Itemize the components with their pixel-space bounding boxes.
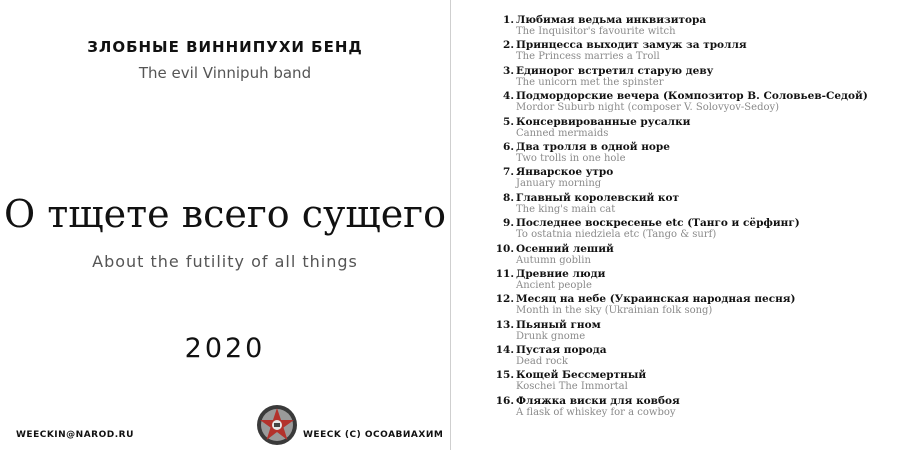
album-title-ru: О тщете всего сущего xyxy=(4,192,446,236)
track-title-en: Autumn goblin xyxy=(516,254,591,266)
track-title-en: Month in the sky (Ukrainian folk song) xyxy=(516,305,713,317)
track-number: 16. xyxy=(495,394,514,407)
track-title-ru: Главный королевский кот xyxy=(516,191,680,204)
track-title-en: Canned mermaids xyxy=(516,127,609,139)
track-title-ru: Единорог встретил старую деву xyxy=(516,64,714,77)
track-title-en: The unicorn met the spinster xyxy=(516,76,664,88)
track-number: 2. xyxy=(503,39,514,52)
track-number: 15. xyxy=(495,369,514,382)
album-title-en: About the futility of all things xyxy=(92,252,358,271)
page-divider xyxy=(450,0,451,450)
track-title-en: To ostatnia niedziela etc (Tango & surf) xyxy=(516,229,717,241)
track-number: 4. xyxy=(503,90,514,103)
track-number: 10. xyxy=(495,242,514,255)
track-title-ru: Месяц на небе (Украинская народная песня) xyxy=(516,293,796,306)
track-item xyxy=(492,268,892,293)
track-item xyxy=(492,319,892,344)
track-title-en: The king's main cat xyxy=(516,203,616,215)
track-item xyxy=(492,39,892,64)
track-title-ru: Кощей Бессмертный xyxy=(516,369,647,382)
track-title-ru: Пьяный гном xyxy=(516,318,601,331)
track-title-ru: Принцесса выходит замуж за тролля xyxy=(516,39,747,52)
track-title-en: January morning xyxy=(516,178,602,190)
band-name-en: The evil Vinnipuh band xyxy=(138,64,312,82)
track-number: 7. xyxy=(503,166,514,179)
track-title-ru: Пустая порода xyxy=(516,344,607,357)
track-title-ru: Последнее воскресенье etc (Танго и сёрфинг) xyxy=(516,217,800,230)
back-cover xyxy=(452,0,900,450)
track-item xyxy=(492,243,892,268)
track-title-en: The Inquisitor's favourite witch xyxy=(516,26,676,37)
track-number: 5. xyxy=(503,115,514,128)
track-item xyxy=(492,14,892,39)
track-title-ru: Консервированные русалки xyxy=(516,115,691,128)
track-title-ru: Осенний леший xyxy=(516,242,614,255)
copyright-text: WEECK (C) OCOAВИАХИМ xyxy=(303,430,444,440)
star-emblem-icon xyxy=(256,402,298,448)
track-list xyxy=(492,14,892,420)
track-title-en: The Princess marries a Troll xyxy=(516,51,660,63)
track-item xyxy=(492,369,892,394)
track-title-ru: Любимая ведьма инквизитора xyxy=(516,14,707,26)
track-item xyxy=(492,344,892,369)
track-item xyxy=(492,293,892,318)
track-title-ru: Древние люди xyxy=(516,267,606,280)
track-title-ru: Подмордорские вечера (Композитор В. Соловьев-Седой) xyxy=(516,90,868,103)
track-number: 6. xyxy=(503,140,514,153)
front-cover xyxy=(0,0,450,450)
track-number: 8. xyxy=(503,191,514,204)
track-item xyxy=(492,217,892,242)
track-number: 9. xyxy=(503,217,514,230)
track-item xyxy=(492,65,892,90)
track-title-en: Mordor Suburb night (composer V. Solovyov-Sedoy) xyxy=(516,102,780,114)
track-title-ru: Фляжка виски для ковбоя xyxy=(516,394,680,407)
track-item xyxy=(492,166,892,191)
track-number: 11. xyxy=(495,267,514,280)
track-title-ru: Январское утро xyxy=(516,166,614,179)
track-number: 12. xyxy=(495,293,514,306)
track-title-en: Drunk gnome xyxy=(516,330,586,342)
track-number: 14. xyxy=(495,344,514,357)
track-number: 13. xyxy=(495,318,514,331)
track-number: 1. xyxy=(503,14,514,26)
track-item xyxy=(492,395,892,420)
track-title-en: Ancient people xyxy=(516,279,592,291)
track-title-ru: Два тролля в одной норе xyxy=(516,140,670,153)
track-item xyxy=(492,141,892,166)
track-title-en: Two trolls in one hole xyxy=(516,152,626,164)
track-title-en: Koschei The Immortal xyxy=(516,381,628,393)
track-item xyxy=(492,90,892,115)
track-title-en: Dead rock xyxy=(516,356,568,368)
track-number: 3. xyxy=(503,64,514,77)
band-name-ru: ЗЛОБНЫЕ ВИННИПУХИ БЕНД xyxy=(87,38,363,56)
track-item xyxy=(492,116,892,141)
contact-email: WEECKIN@NAROD.RU xyxy=(16,430,134,440)
track-item xyxy=(492,192,892,217)
release-year: 2020 xyxy=(184,333,266,364)
track-title-en: A flask of whiskey for a cowboy xyxy=(516,406,676,418)
